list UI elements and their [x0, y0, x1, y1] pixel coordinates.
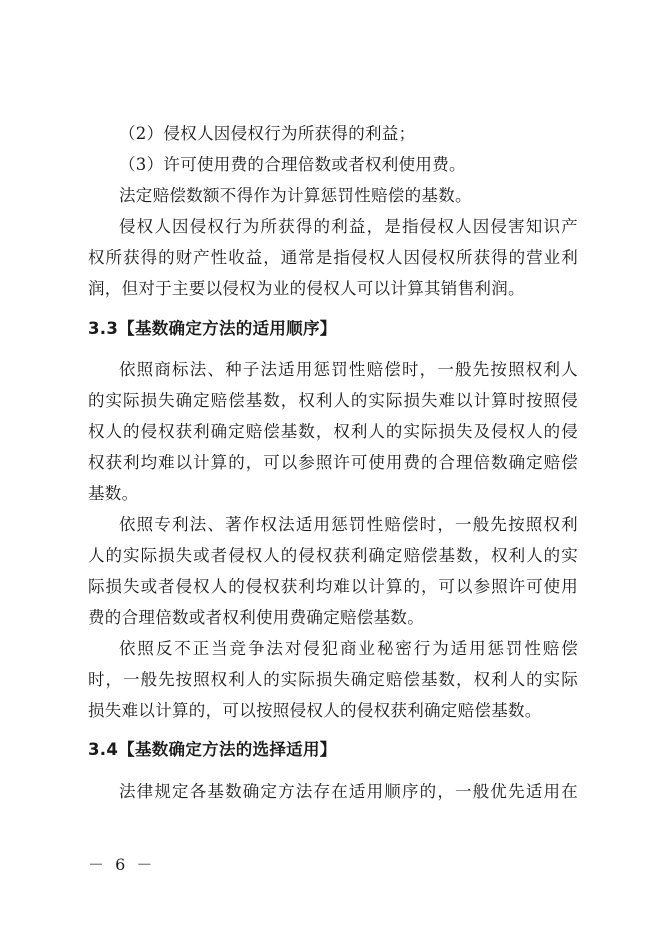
section-heading-3-4: [88, 739, 578, 761]
paragraph-line: 权所获得的财产性收益，通常是指侵权人因侵权所获得的营业利: [88, 248, 578, 267]
paragraph-line: 人的实际损失或者侵权人的侵权获利确定赔偿基数，权利人的实: [88, 546, 578, 565]
paragraph-line: 时，一般先按照权利人的实际损失确定赔偿基数，权利人的实际: [88, 670, 578, 689]
paragraph-line: 依照商标法、种子法适用惩罚性赔偿时，一般先按照权利人: [119, 360, 578, 379]
page-number: － 6 －: [88, 855, 156, 874]
section-number: 3.4: [88, 740, 119, 759]
list-item: （2）侵权人因侵权行为所获得的利益；: [119, 124, 416, 143]
section-number: 3.3: [88, 319, 119, 338]
paragraph-line: 法定赔偿数额不得作为计算惩罚性赔偿的基数。: [119, 186, 472, 205]
paragraph-line: 依照专利法、著作权法适用惩罚性赔偿时，一般先按照权利: [119, 515, 578, 534]
paragraph-line: 的实际损失确定赔偿基数，权利人的实际损失难以计算时按照侵: [88, 391, 578, 410]
paragraph-line: 权人的侵权获利确定赔偿基数，权利人的实际损失及侵权人的侵: [88, 422, 578, 441]
paragraph-line: 法律规定各基数确定方法存在适用顺序的，一般优先适用在: [119, 782, 578, 801]
section-title: 【基数确定方法的适用顺序】: [118, 319, 337, 338]
section-title: 【基数确定方法的选择适用】: [118, 740, 337, 759]
paragraph-line: 侵权人因侵权行为所获得的利益，是指侵权人因侵害知识产: [119, 217, 578, 236]
paragraph-line: 损失难以计算的，可以按照侵权人的侵权获利确定赔偿基数。: [88, 701, 542, 720]
paragraph-line: 润，但对于主要以侵权为业的侵权人可以计算其销售利润。: [88, 279, 525, 298]
paragraph-line: 权获利均难以计算的，可以参照许可使用费的合理倍数确定赔偿: [88, 453, 578, 472]
paragraph-line: 基数。: [88, 484, 139, 503]
paragraph-line: 际损失或者侵权人的侵权获利均难以计算的，可以参照许可使用: [88, 577, 578, 596]
paragraph-line: 费的合理倍数或者权利使用费确定赔偿基数。: [88, 608, 424, 627]
section-heading-3-3: [88, 318, 578, 340]
paragraph-line: 依照反不正当竞争法对侵犯商业秘密行为适用惩罚性赔偿: [119, 639, 578, 658]
list-item: （3）许可使用费的合理倍数或者权利使用费。: [119, 155, 466, 174]
